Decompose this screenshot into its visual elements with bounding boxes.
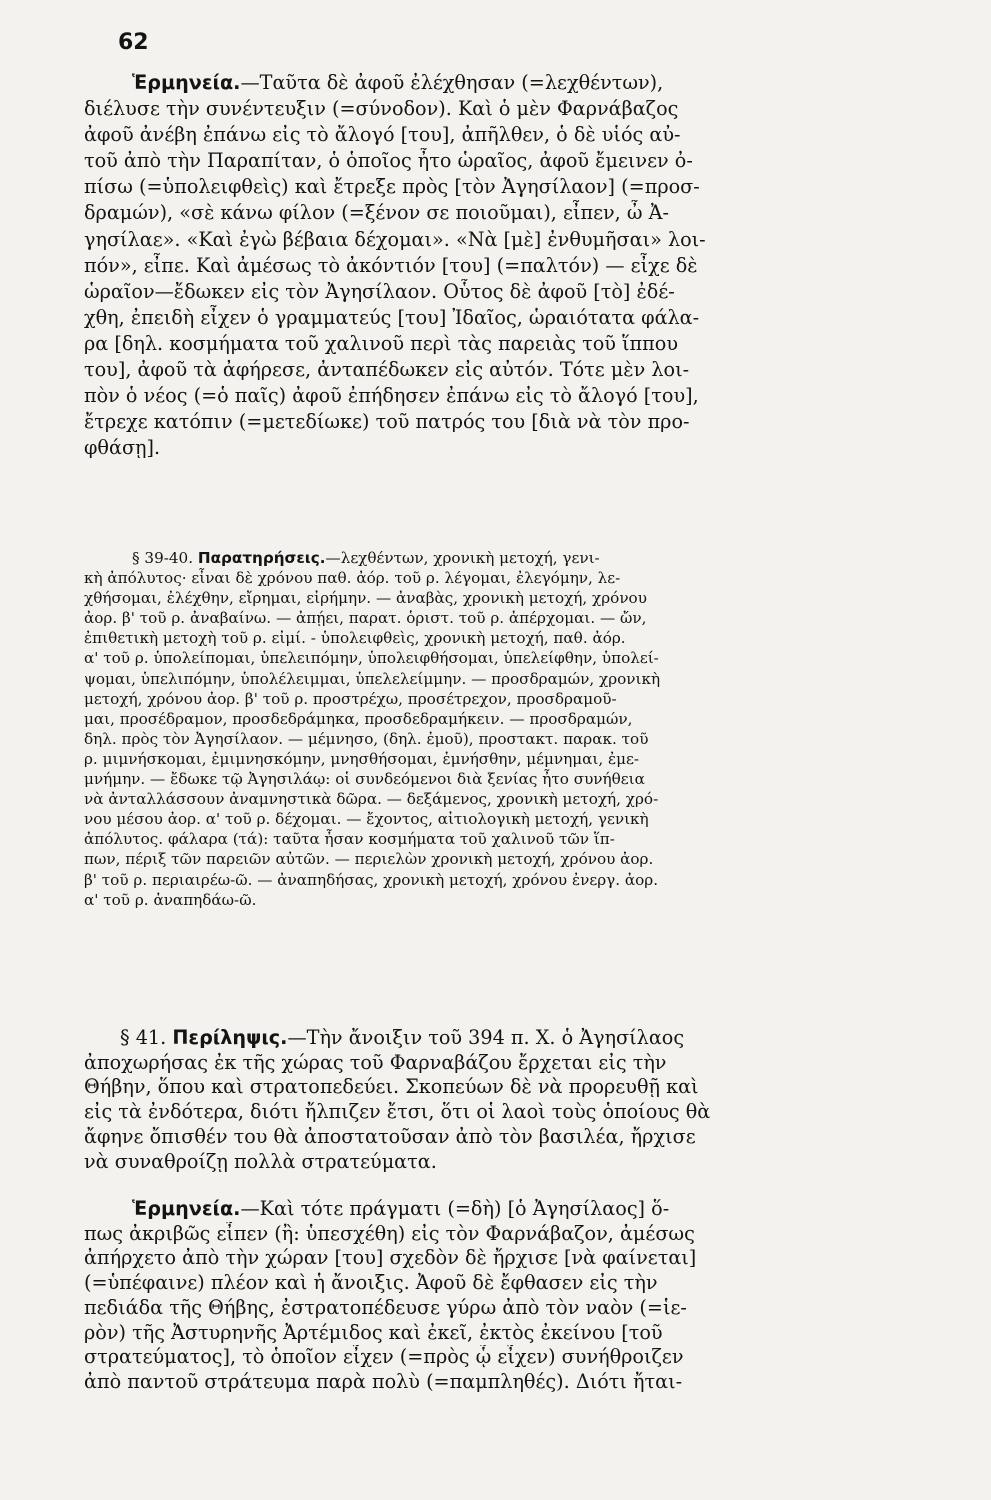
text-line: —Καὶ τότε πράγματι (=δὴ) [ὁ Ἀγησίλαος] ὅ- — [240, 1197, 670, 1220]
text-line: —Ταῦτα δὲ ἀφοῦ ἐλέχθησαν (=λεχθέντων), — [240, 71, 664, 94]
text-line: του], ἀφοῦ τὰ ἀφήρεσε, ἀνταπέδωκεν εἰς αὐτόν. Τότε μὲν λοι- — [84, 358, 690, 382]
notes-section-number: § 39-40. — [132, 549, 194, 567]
text-line: τοῦ ἀπὸ τὴν Παραπίταν, ὁ ὁποῖος ἦτο ὡραῖος, ἀφοῦ ἔμεινεν ὀ- — [84, 149, 693, 173]
text-line: γησίλαε». «Καὶ ἐγὼ βέβαια δέχομαι». «Νὰ [μὲ] ἐνθυμῆσαι» λοι- — [84, 227, 706, 251]
text-line: πων, πέριξ τῶν παρειῶν αὐτῶν. — περιελὼν χρονικὴ μετοχή, χρόνου ἀορ. — [84, 850, 654, 869]
text-line: Θήβην, ὅπου καὶ στρατοπεδεύει. Σκοπεύων δὲ νὰ προρευθῇ καὶ — [84, 1075, 699, 1099]
text-line: νὰ συναθροίζῃ πολλὰ στρατεύματα. — [84, 1149, 437, 1173]
text-line: πὸν ὁ νέος (=ὁ παῖς) ἀφοῦ ἐπήδησεν ἐπάνω εἰς τὸ ἄλογό [του], — [84, 384, 699, 408]
interpretation-paragraph-2 — [84, 1197, 906, 1395]
text-line: ἀποχωρήσας ἐκ τῆς χώρας τοῦ Φαρναβάζου ἔρχεται εἰς τὴν — [84, 1050, 667, 1074]
text-line: μετοχή, χρόνου ἀορ. β' τοῦ ρ. προστρέχω, προσέτρεχον, προσδραμοῦ- — [84, 689, 617, 708]
text-line: β' τοῦ ρ. περιαιρέω-ῶ. — ἀναπηδήσας, χρονικὴ μετοχή, χρόνου ἐνεργ. ἀορ. — [84, 870, 659, 889]
text-line: ἀπὸ παντοῦ στράτευμα παρὰ πολὺ (=παμπληθές). Διότι ἤται- — [84, 1369, 683, 1393]
text-line: πεδιάδα τῆς Θήβης, ἐστρατοπέδευσε γύρω ἀπὸ τὸν ναὸν (=ἱε- — [84, 1295, 687, 1319]
grammar-notes — [84, 548, 906, 910]
text-line: κὴ ἀπόλυτος· εἶναι δὲ χρόνου παθ. ἀόρ. τοῦ ρ. λέγομαι, ἐλεγόμην, λε- — [84, 569, 621, 588]
text-line: νου μέσου ἀορ. α' τοῦ ρ. δέχομαι. — ἔχοντος, αἰτιολογικὴ μετοχή, γενικὴ — [84, 810, 649, 829]
text-line: (=ὑπέφαινε) πλέον καὶ ἡ ἄνοιξις. Ἀφοῦ δὲ ἔφθασεν εἰς τὴν — [84, 1271, 658, 1295]
text-line: μνήμην. — ἔδωκε τῷ Ἀγησιλάῳ: οἱ συνδεόμενοι διὰ ξενίας ἦτο συνήθεια — [84, 770, 645, 789]
text-line: εἰς τὰ ἐνδότερα, διότι ἤλπιζεν ἔτσι, ὅτι οἱ λαοὶ τοὺς ὁποίους θὰ — [84, 1100, 711, 1124]
text-line: χθη, ἐπειδὴ εἶχεν ὁ γραμματεύς [του] Ἰδαῖος, ὡραιότατα φάλα- — [84, 305, 700, 329]
text-line: δραμών), «σὲ κάνω φίλον (=ξένον σε ποιοῦμαι), εἶπεν, ὦ Ἀ- — [84, 201, 669, 225]
text-line: ὡραῖον—ἔδωκεν εἰς τὸν Ἀγησίλαον. Οὗτος δὲ ἀφοῦ [τὸ] ἐδέ- — [84, 279, 675, 303]
text-line: φθάσῃ]. — [84, 436, 161, 460]
text-line: ρα [δηλ. κοσμήματα τοῦ χαλινοῦ περὶ τὰς παρειὰς τοῦ ἵππου — [84, 331, 678, 355]
text-line: στρατεύματος], τὸ ὁποῖον εἶχεν (=πρὸς ᾧ εἶχεν) συνήθροιζεν — [84, 1345, 684, 1369]
text-line: —Τὴν ἄνοιξιν τοῦ 394 π. Χ. ὁ Ἀγησίλαος — [287, 1026, 685, 1049]
text-line: δηλ. πρὸς τὸν Ἀγησίλαον. — μέμνησο, (δηλ. ἐμοῦ), προστακτ. παρακ. τοῦ — [84, 729, 649, 748]
text-line: διέλυσε τὴν συνέντευξιν (=σύνοδον). Καὶ ὁ μὲν Φαρνάβαζος — [84, 97, 679, 121]
summary-section-number: § 41. — [120, 1026, 167, 1049]
interpretation-heading-2: Ἑρμηνεία. — [132, 1197, 241, 1220]
notes-heading: Παρατηρήσεις. — [197, 549, 326, 567]
text-line: ψομαι, ὑπελιπόμην, ὑπολέλειμμαι, ὑπελελείμμην. — προσδραμών, χρονικὴ — [84, 669, 661, 688]
text-line: ἀορ. β' τοῦ ρ. ἀναβαίνω. — ἀπῄει, παρατ. ὁριστ. τοῦ ρ. ἀπέρχομαι. — ὤν, — [84, 609, 647, 628]
text-line: μαι, προσέδραμον, προσδεδράμηκα, προσδεδραμήκειν. — προσδραμών, — [84, 709, 633, 728]
summary-paragraph — [84, 1026, 906, 1174]
page-number: 62 — [118, 30, 149, 55]
interpretation-paragraph-1 — [84, 70, 906, 461]
text-line: α' τοῦ ρ. ἀναπηδάω-ῶ. — [84, 890, 257, 909]
text-line: ἐπιθετικὴ μετοχὴ τοῦ ρ. εἰμί. - ὑπολειφθεὶς, χρονικὴ μετοχή, παθ. ἀόρ. — [84, 629, 626, 648]
text-line: ἀφοῦ ἀνέβη ἐπάνω εἰς τὸ ἄλογό [του], ἀπῆλθεν, ὁ δὲ υἱός αὐ- — [84, 123, 681, 147]
text-line: ρ. μιμνήσκομαι, ἐμιμνησκόμην, μνησθήσομαι, ἐμνήσθην, μέμνημαι, ἐμε- — [84, 749, 639, 768]
text-line: πως ἀκριβῶς εἶπεν (ἢ: ὑπεσχέθη) εἰς τὸν Φαρνάβαζον, ἀμέσως — [84, 1221, 695, 1245]
text-line: ἀπόλυτος. φάλαρα (τά): ταῦτα ἦσαν κοσμήματα τοῦ χαλινοῦ τῶν ἵπ- — [84, 830, 615, 849]
text-line: α' τοῦ ρ. ὑπολείπομαι, ὑπελειπόμην, ὑπολειφθήσομαι, ὑπελείφθην, ὑπολεί- — [84, 649, 659, 668]
text-line: ἀπήρχετο ἀπὸ τὴν χώραν [του] σχεδὸν δὲ ἤρχισε [νὰ φαίνεται] — [84, 1246, 697, 1270]
summary-heading: Περίληψις. — [172, 1026, 288, 1049]
text-line: ἄφηνε ὄπισθέν του θὰ ἀποστατοῦσαν ἀπὸ τὸν βασιλέα, ἤρχισε — [84, 1124, 696, 1148]
text-line: νὰ ἀνταλλάσσουν ἀναμνηστικὰ δῶρα. — δεξάμενος, χρονικὴ μετοχή, χρό- — [84, 790, 659, 809]
text-line: ἔτρεχε κατόπιν (=μετεδίωκε) τοῦ πατρός του [διὰ νὰ τὸν προ- — [84, 410, 690, 434]
text-line: πίσω (=ὑπολειφθεὶς) καὶ ἔτρεξε πρὸς [τὸν Ἀγησίλαον] (=προσ- — [84, 175, 700, 199]
text-line: πόν», εἶπε. Καὶ ἀμέσως τὸ ἀκόντιόν [του] (=παλτόν) — εἶχε δὲ — [84, 253, 698, 277]
text-line: —λεχθέντων, χρονικὴ μετοχή, γενι- — [325, 549, 600, 567]
interpretation-heading-1: Ἑρμηνεία. — [132, 71, 241, 94]
text-line: χθήσομαι, ἐλέχθην, εἴρημαι, εἰρήμην. — ἀναβὰς, χρονικὴ μετοχή, χρόνου — [84, 589, 647, 608]
text-line: ρὸν) τῆς Ἀστυρηνῆς Ἀρτέμιδος καὶ ἐκεῖ, ἐκτὸς ἐκείνου [τοῦ — [84, 1320, 663, 1344]
